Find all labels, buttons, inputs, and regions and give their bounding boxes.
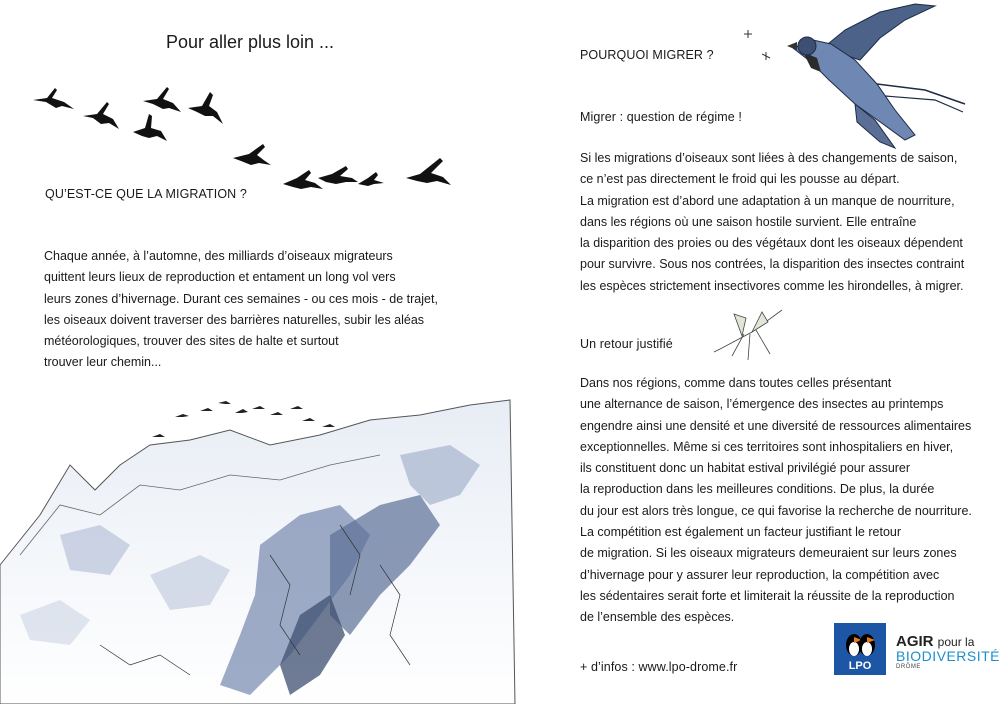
subheading-return: Un retour justifié xyxy=(580,337,673,351)
section-heading-migration: QU’EST-CE QUE LA MIGRATION ? xyxy=(45,187,247,201)
lpo-logo xyxy=(834,623,886,675)
paragraph-line: météorologiques, trouver des sites de halte et surtout xyxy=(44,334,339,349)
paragraph-migration xyxy=(44,246,438,374)
paragraph-line: La compétition est également un facteur justifiant le retour xyxy=(580,525,902,540)
paragraph-line: de l’ensemble des espèces. xyxy=(580,610,735,625)
paragraph-diet xyxy=(580,148,964,297)
page-title: Pour aller plus loin ... xyxy=(165,32,335,52)
paragraph-line: une alternance de saison, l’émergence des insectes au printemps xyxy=(580,397,944,412)
paragraph-line: dans les régions où une saison hostile survient. Elle entraîne xyxy=(580,214,917,229)
swallow-icon xyxy=(785,0,970,160)
paragraph-line: la reproduction dans les meilleures conditions. De plus, la durée xyxy=(580,482,935,497)
paragraph-line: les espèces strictement insectivores comme les hirondelles, à migrer. xyxy=(580,278,964,293)
paragraph-line: La migration est d’abord une adaptation à un manque de nourriture, xyxy=(580,193,955,208)
paragraph-return xyxy=(580,373,972,629)
mountain-landscape-illustration xyxy=(0,395,520,704)
paragraph-line: ils constituent donc un habitat estival privilégié pour assurer xyxy=(580,461,911,476)
paragraph-line: engendre ainsi une densité et une diversité de ressources alimentaires xyxy=(580,418,972,433)
paragraph-line: Chaque année, à l’automne, des milliards d’oiseaux migrateurs xyxy=(44,249,393,263)
paragraph-line: les oiseaux doivent traverser des barrières naturelles, subir les aléas xyxy=(44,312,425,327)
paragraph-line: quittent leurs lieux de reproduction et entament un long vol vers xyxy=(44,270,396,285)
paragraph-line: la disparition des proies ou des végétaux dont les oiseaux dépendent xyxy=(580,236,963,251)
cranes-flock-icon xyxy=(28,86,468,201)
paragraph-line: trouver leur chemin... xyxy=(44,355,162,370)
footer-link[interactable]: + d’infos : www.lpo-drome.fr xyxy=(580,660,738,674)
section-heading-why-migrate: POURQUOI MIGRER ? xyxy=(580,48,714,62)
lpo-logo-text: LPO xyxy=(848,660,872,672)
paragraph-line: pour survivre. Sous nos contrées, la disparition des insectes contraint xyxy=(580,257,965,272)
paragraph-line: ce n’est pas directement le froid qui les pousse au départ. xyxy=(580,172,900,187)
paragraph-line: du jour est alors très longue, ce qui favorise la recherche de nourriture. xyxy=(580,503,972,518)
paragraph-line: exceptionnelles. Même si ces territoires sont inhospitaliers en hiver, xyxy=(580,439,954,454)
drome-text: DRÔME xyxy=(896,664,921,670)
paragraph-line: les sédentaires serait forte et limiterait la réussite de la reproduction xyxy=(580,588,955,603)
paragraph-line: Si les migrations d’oiseaux sont liées à des changements de saison, xyxy=(580,151,958,165)
paragraph-line: leurs zones d’hivernage. Durant ces semaines - ou ces mois - de trajet, xyxy=(44,291,438,306)
gnat-icon xyxy=(738,26,778,66)
pour-la-text: pour la xyxy=(937,635,975,649)
paragraph-line: Dans nos régions, comme dans toutes celles présentant xyxy=(580,376,892,390)
biodiversite-text: BIODIVERSITÉ xyxy=(896,648,1000,664)
paragraph-line: de migration. Si les oiseaux migrateurs demeuraient sur leurs zones xyxy=(580,546,957,561)
subheading-diet: Migrer : question de régime ! xyxy=(580,110,743,124)
puffin-icon xyxy=(842,629,878,659)
agir-text: AGIR xyxy=(896,633,934,650)
paragraph-line: d’hivernage pour y assurer leur reproduction, la compétition avec xyxy=(580,567,940,582)
mayfly-icon xyxy=(712,304,792,364)
